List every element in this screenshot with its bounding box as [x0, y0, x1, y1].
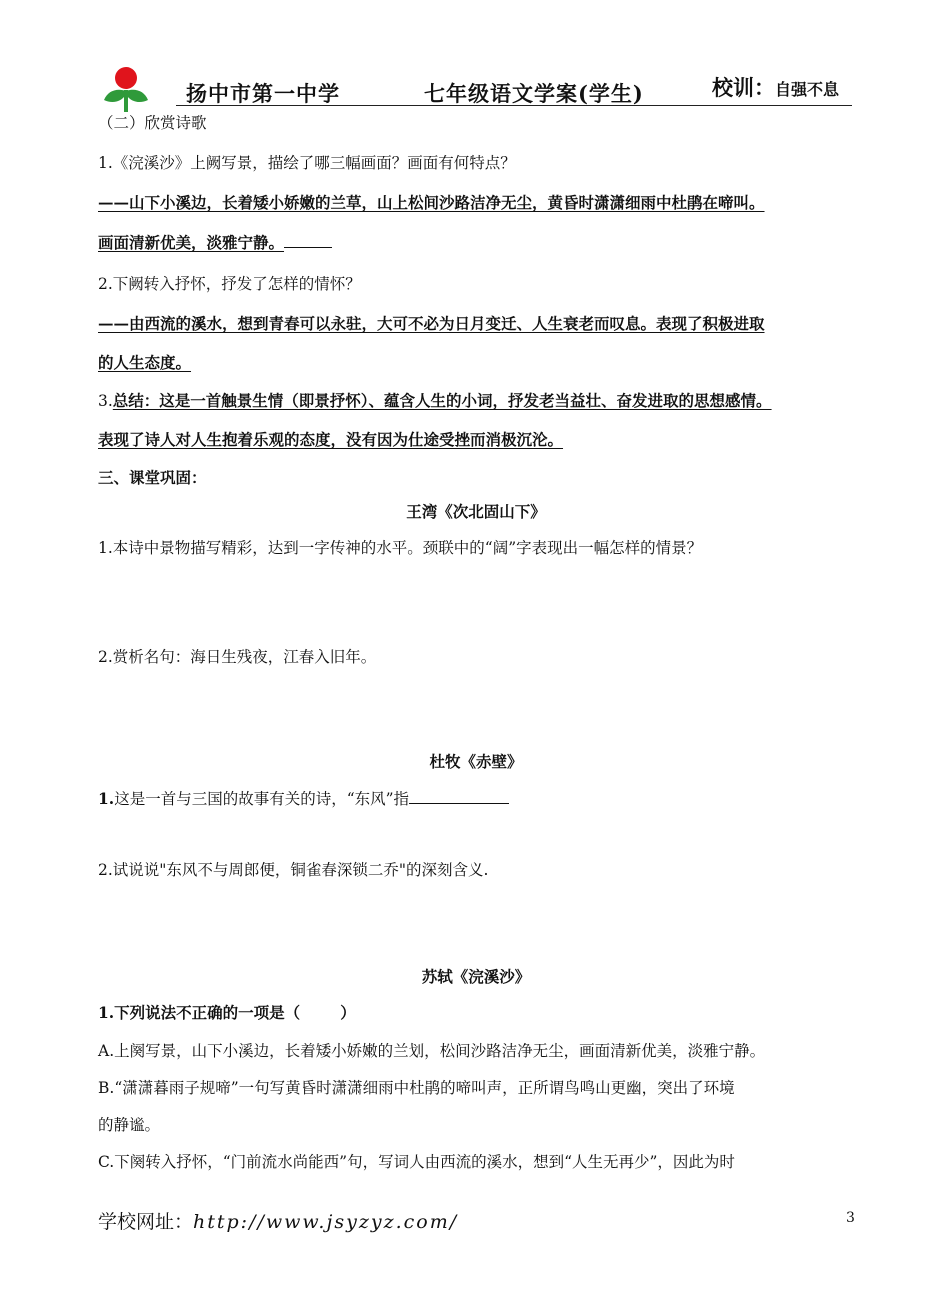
answer-1-line-1: ——山下小溪边，长着矮小娇嫩的兰草，山上松间沙路洁净无尘，黄昏时潇潇细雨中杜鹃在啼叫。: [98, 193, 765, 212]
footer-website: [98, 1207, 458, 1234]
question-1: 1.《浣溪沙》上阙写景，描绘了哪三幅画面？画面有何特点？: [98, 154, 516, 172]
summary-number: 3.: [98, 392, 113, 410]
school-name: 扬中市第一中学: [186, 81, 340, 106]
summary-line-1: [98, 390, 854, 412]
poem-1-title: 王湾《次北固山下》: [406, 502, 546, 521]
poem-3-q1-text: 1.下列说法不正确的一项是（: [98, 1003, 301, 1022]
answer-1-line-2: [98, 232, 854, 254]
section-heading-appreciate: （二）欣赏诗歌: [98, 114, 207, 132]
poem-3-q1-close: ）: [340, 1003, 356, 1022]
answer-1-line-2-text: 画面清新优美，淡雅宁静。: [98, 233, 285, 252]
option-b-line-2: 的静谧。: [98, 1116, 161, 1134]
option-c-line-1: C.下阕转入抒怀，“门前流水尚能西”句，写词人由西流的溪水，想到“人生无再少”，因此为时: [98, 1153, 735, 1171]
option-b-line-1: B.“潇潇暮雨子规啼”一句写黄昏时潇潇细雨中杜鹃的啼叫声，正所谓鸟鸣山更幽，突出了环境: [98, 1079, 735, 1097]
answer-blank: [409, 789, 509, 804]
summary-line-2: 表现了诗人对人生抱着乐观的态度，没有因为仕途受挫而消极沉沦。: [98, 430, 564, 449]
answer-2-line-1: ——由西流的溪水，想到青春可以永驻，大可不必为日月变迁、人生衰老而叹息。表现了积极进取: [98, 314, 765, 333]
poem-2-q1-number: 1.: [98, 789, 115, 808]
answer-2-line-2: 的人生态度。: [98, 353, 192, 372]
motto-text: 自强不息: [775, 80, 840, 99]
school-logo: [100, 64, 152, 116]
poem-1-question-2: 2.赏析名句：海日生残夜，江春入旧年。: [98, 648, 377, 666]
page-number: 3: [846, 1210, 855, 1226]
document-title: 七年级语文学案(学生): [424, 81, 644, 106]
poem-2-question-1: [98, 788, 854, 810]
poem-2-title: 杜牧《赤壁》: [429, 752, 523, 771]
motto-label: 校训：: [712, 75, 775, 100]
poem-2-q1-text: 这是一首与三国的故事有关的诗，“东风”指: [114, 790, 410, 808]
school-motto: [712, 72, 839, 102]
answer-1-blank: [284, 233, 332, 248]
website-link[interactable]: http://www.jsyzyz.com/: [193, 1211, 459, 1233]
summary-text-1: 总结：这是一首触景生情（即景抒怀）、蕴含人生的小词，抒发老当益壮、奋发进取的思想感情。: [112, 391, 772, 410]
poem-2-question-2: 2.试说说"东风不与周郎便，铜雀春深锁二乔"的深刻含义.: [98, 861, 489, 879]
section-heading-consolidate: 三、课堂巩固：: [98, 468, 207, 487]
poem-1-question-1: 1.本诗中景物描写精彩，达到一字传神的水平。颈联中的“阔”字表现出一幅怎样的情景？: [98, 539, 703, 557]
poem-3-question-1: [98, 1002, 854, 1024]
option-a: A.上阕写景，山下小溪边，长着矮小娇嫩的兰划，松间沙路洁净无尘，画面清新优美，淡雅宁静。: [98, 1042, 766, 1060]
question-2: 2.下阙转入抒怀，抒发了怎样的情怀？: [98, 275, 361, 293]
poem-3-title: 苏轼《浣溪沙》: [421, 967, 531, 986]
header-rule: [176, 105, 852, 106]
footer-label: 学校网址：: [98, 1211, 194, 1233]
